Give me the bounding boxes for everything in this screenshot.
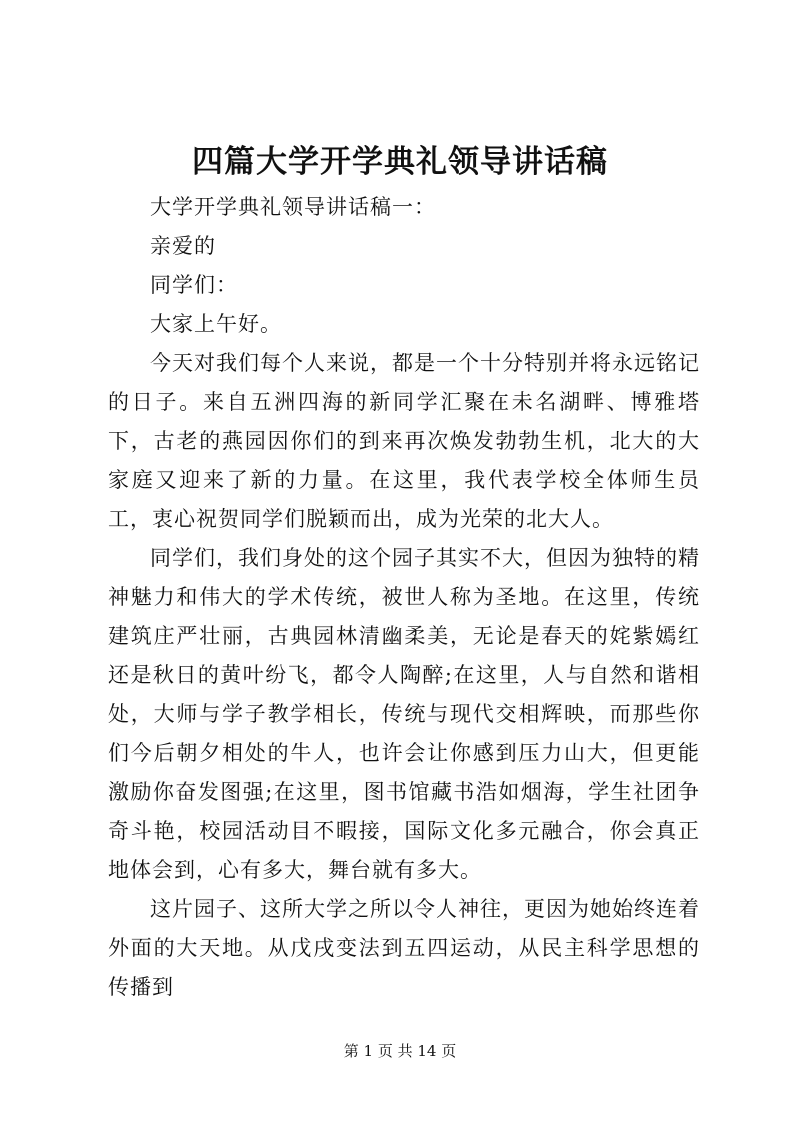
paragraph-salutation-1: 亲爱的: [150, 234, 216, 258]
document-body: [108, 188, 700, 1007]
paragraph-body-2: 同学们，我们身处的这个园子其实不大，但因为独特的精神魅力和伟大的学术传统，被世人称为圣地。在这里，传统建筑庄严壮丽，古典园林清幽柔美，无论是春天的姹紫嫣红还是秋日的黄叶纷飞，都令人陶醉;在这里，人与自然和谐相处，大师与学子教学相长，传统与现代交相辉映，而那些你们今后朝夕相处的牛人，也许会让你感到压力山大，但更能激励你奋发图强;在这里，图书馆藏书浩如烟海，学生社团争奇斗艳，校园活动目不暇接，国际文化多元融合，你会真正地体会到，心有多大，舞台就有多大。: [108, 546, 700, 882]
paragraph-body-1: 今天对我们每个人来说，都是一个十分特别并将永远铭记的日子。来自五洲四海的新同学汇聚在未名湖畔、博雅塔下，古老的燕园因你们的到来再次焕发勃勃生机，北大的大家庭又迎来了新的力量。在这里，我代表学校全体师生员工，衷心祝贺同学们脱颖而出，成为光荣的北大人。: [108, 351, 700, 531]
paragraph-salutation-2: 同学们：: [150, 273, 238, 297]
paragraph-heading: 大学开学典礼领导讲话稿一：: [150, 195, 436, 219]
paragraph-greeting: 大家上午好。: [150, 312, 282, 336]
paragraph-body-3: 这片园子、这所大学之所以令人神往，更因为她始终连着外面的大天地。从戊戌变法到五四运动，从民主科学思想的传播到: [108, 897, 700, 999]
page-footer: 第 1 页 共 14 页: [343, 1042, 457, 1060]
document-title: 四篇大学开学典礼领导讲话稿: [192, 144, 608, 180]
